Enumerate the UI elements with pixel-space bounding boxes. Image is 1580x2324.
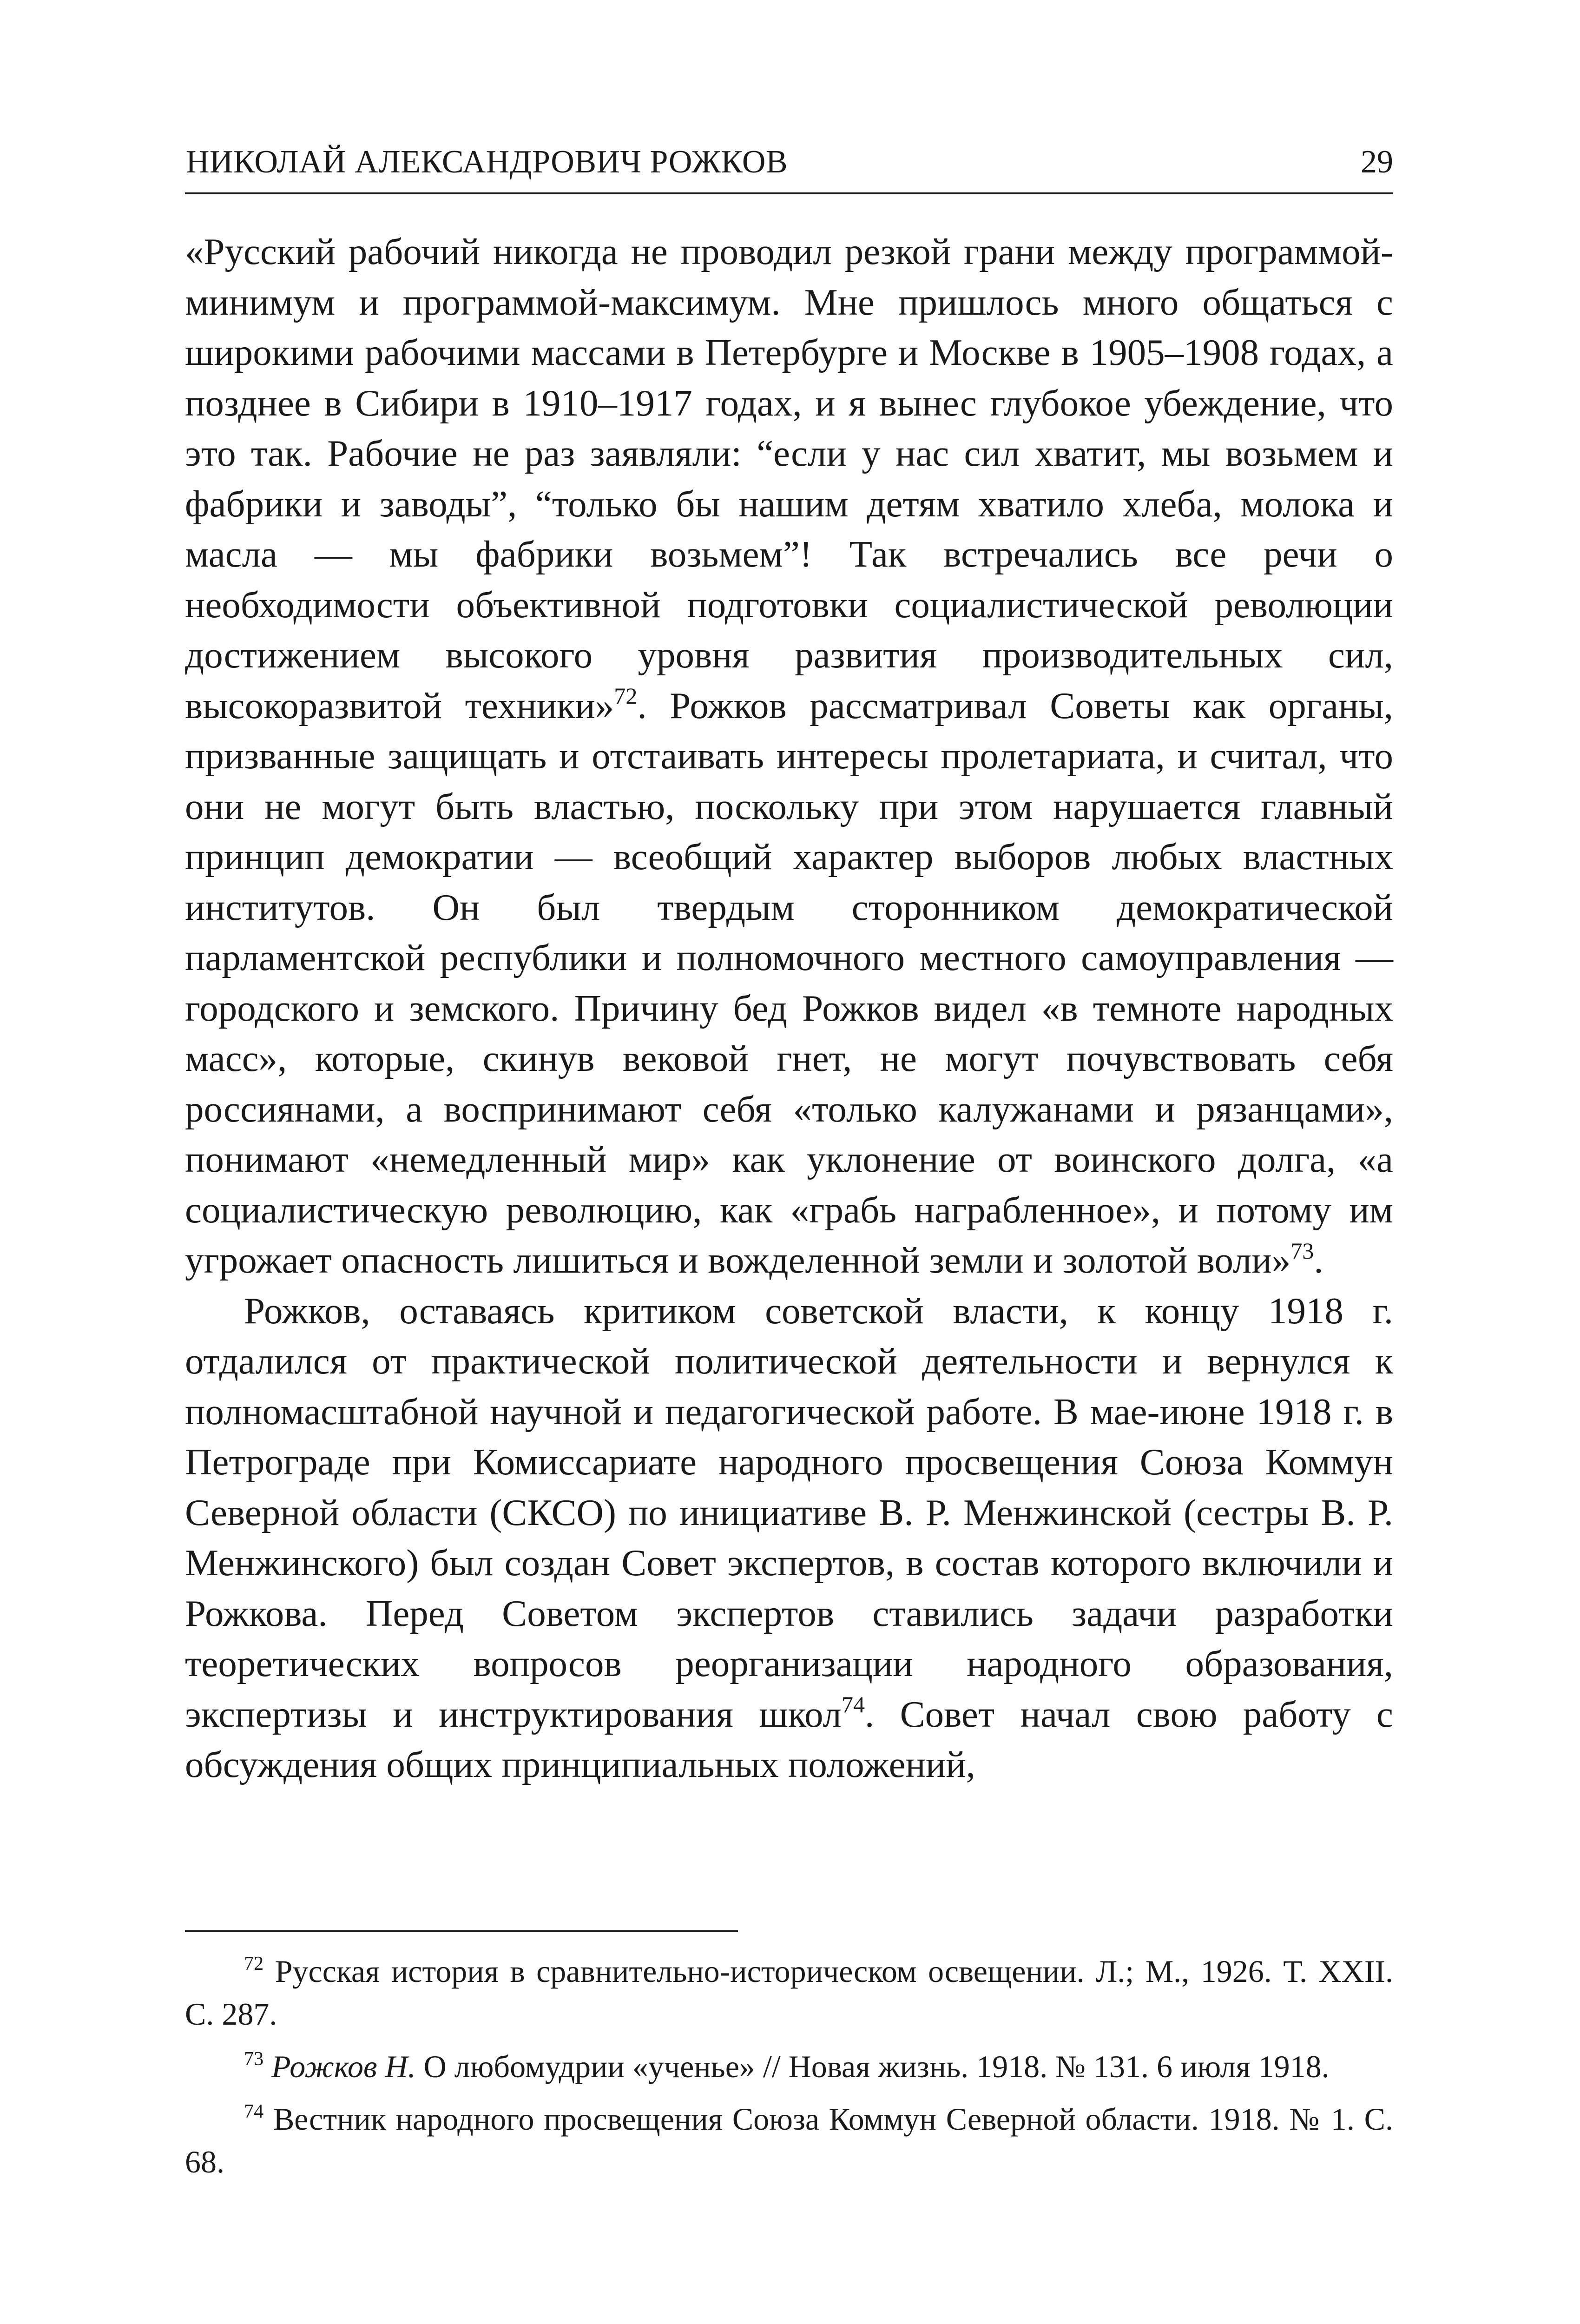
footnote-number: 72 [244, 1953, 264, 1975]
footnote-text: Вестник народного просвещения Союза Коммун Северной области. 1918. № 1. С. 68. [185, 2101, 1394, 2179]
footnote-73 [185, 2045, 1393, 2088]
running-head-title: НИКОЛАЙ АЛЕКСАНДРОВИЧ РОЖКОВ [186, 144, 788, 180]
page-number: 29 [1361, 144, 1393, 180]
footnote-ref-74: 74 [841, 1691, 865, 1717]
footnote-72 [185, 1950, 1393, 2035]
footnote-text: О любомудрии «ученье» // Новая жизнь. 1918. № 131. 6 июля 1918. [423, 2049, 1330, 2084]
paragraph-quote [185, 226, 1393, 1286]
book-page [185, 0, 1393, 2324]
body-text [185, 226, 1393, 1790]
footnote-number: 73 [244, 2048, 264, 2070]
footnote-74 [185, 2098, 1393, 2183]
footnote-divider [185, 1930, 738, 1932]
footnotes [185, 1950, 1393, 2193]
paragraph-council [185, 1286, 1393, 1790]
paragraph-quote-text: «Русский рабочий никогда не проводил резкой грани между программой-минимум и программой-максимум. Мне пришлось много общаться с широкими рабочими массами в Петербурге и Москве в 1905–1908 годах, а позднее в Сибири в 1910–1917 годах, и я вынес глубокое убеждение, что это так. Рабочие не раз заявляли: “если у нас сил хватит, мы возьмем и фабрики и заводы”, “только бы нашим детям хватило хлеба, молока и масла — мы фабрики возьмем”! Так встречались все речи о необходимости объективной подготовки социалистической революции достижением высокого уровня развития производительных сил, высокоразвитой техники» [185, 231, 1393, 726]
paragraph-quote-end: . [1314, 1239, 1323, 1281]
footnote-ref-72: 72 [614, 683, 638, 709]
footnote-text: Русская история в сравнительно-историческом освещении. Л.; М., 1926. Т. XXII. С. 287. [185, 1954, 1394, 2032]
footnote-ref-73: 73 [1290, 1237, 1314, 1264]
footnote-author: Рожков Н. [271, 2049, 416, 2084]
footnote-number: 74 [244, 2100, 264, 2123]
paragraph-council-text: Рожков, оставаясь критиком советской власти, к концу 1918 г. отдалился от практической политической деятельности и вернулся к полномасштабной научной и педагогической работе. В мае-июне 1918 г. в Петрограде при Комиссариате народного просвещения Союза Коммун Северной области (СКСО) по инициативе В. Р. Менжинской (сестры В. Р. Менжинского) был создан Совет экспертов, в состав которого включили и Рожкова. Перед Советом экспертов ставились задачи разработки теоретических вопросов реорганизации народного образования, экспертизы и инструктирования школ [185, 1289, 1393, 1735]
paragraph-council-continuation: . Совет начал свою работу с обсуждения общих принципиальных положений, [185, 1693, 1393, 1785]
paragraph-quote-continuation: . Рожков рассматривал Советы как органы, призванные защищать и отстаивать интересы пролетариата, и считал, что они не могут быть властью, поскольку при этом нарушается главный принцип демократии — всеобщий характер выборов любых властных институтов. Он был твердым сторонником демократической парламентской республики и полномочного местного самоуправления — городского и земского. Причину бед Рожков видел «в темноте народных масс», которые, скинув вековой гнет, не могут почувствовать себя россиянами, а воспринимают себя «только калужанами и рязанцами», понимают «немедленный мир» как уклонение от воинского долга, «а социалистическую революцию, как «грабь награбленное», и потому им угрожает опасность лишиться и вожделенной земли и золотой воли» [185, 684, 1393, 1281]
running-head [185, 138, 1393, 194]
